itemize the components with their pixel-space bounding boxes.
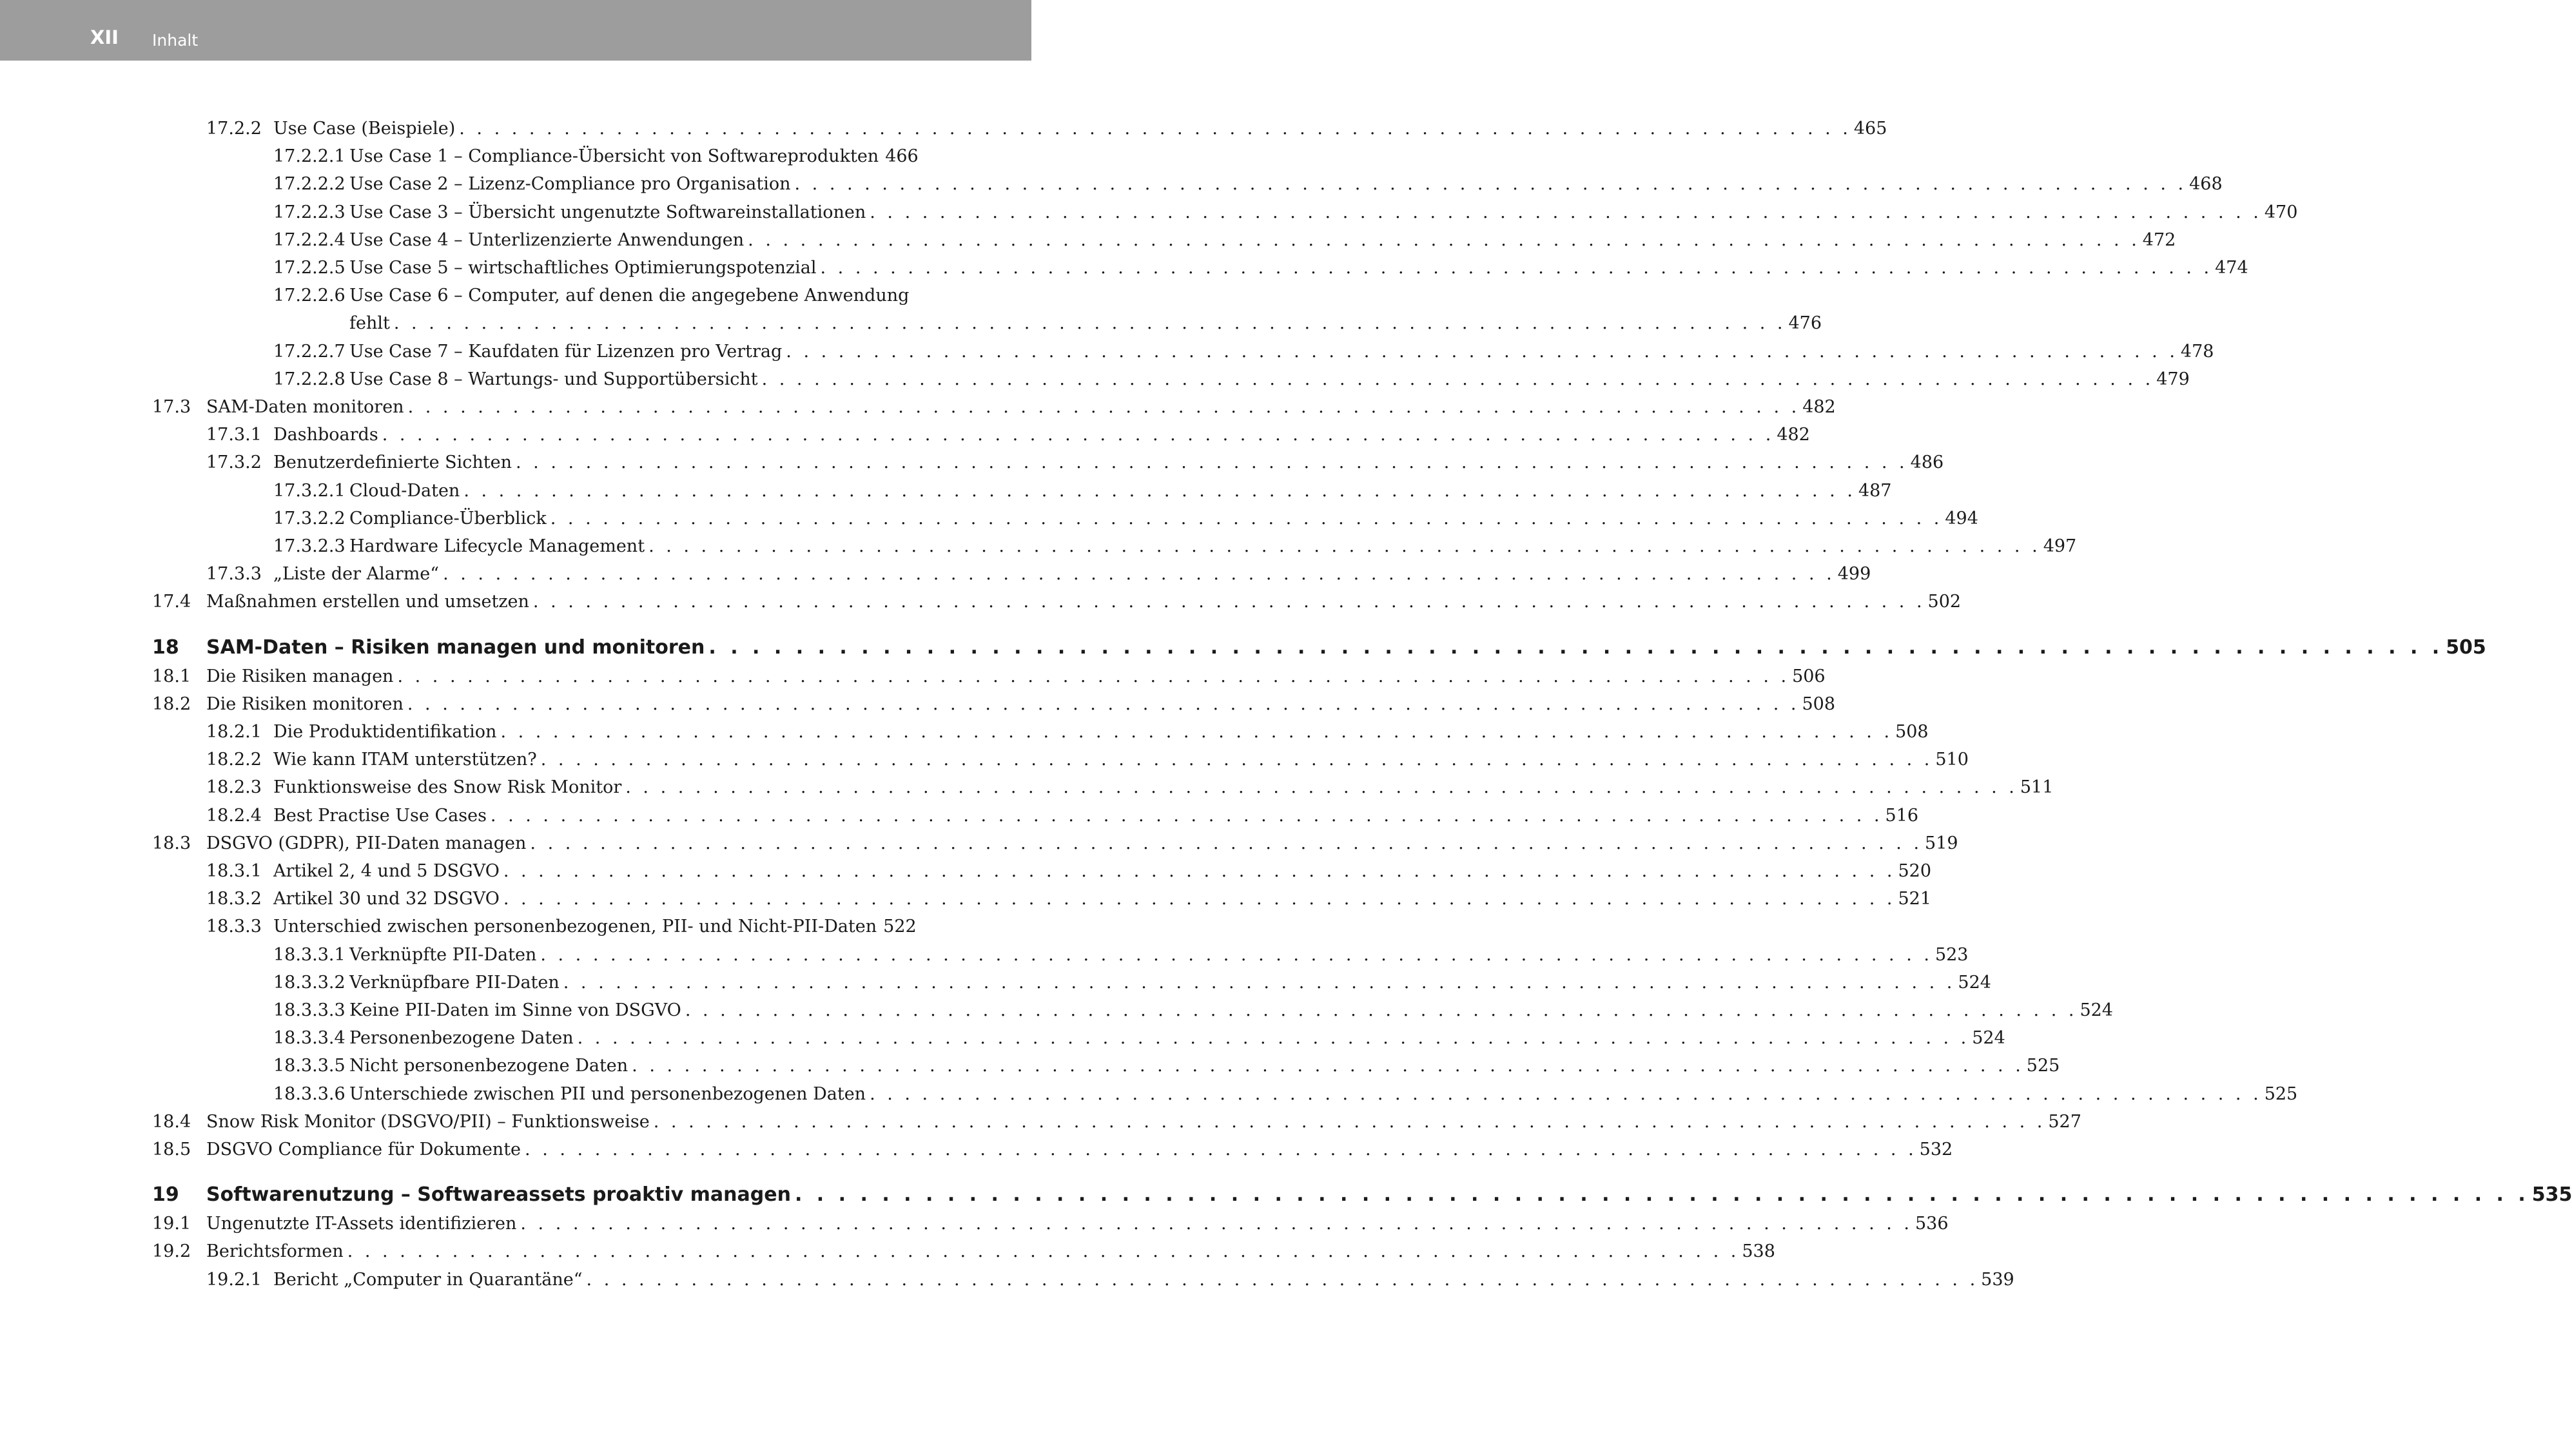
toc-entry[interactable] [0,1266,2014,1294]
toc-entry-title: Artikel 2, 4 und 5 DSGVO [273,861,500,881]
toc-entry-line [206,1136,1953,1163]
toc-entry-page: 520 [1898,861,1932,881]
toc-entry-line [206,663,1826,690]
toc-entry-page: 524 [2080,1000,2113,1020]
toc-entry[interactable] [0,718,1929,746]
toc-entry-line [273,773,2054,801]
toc-entry-number: 18.3 [152,833,191,853]
toc-entry-page: 474 [2215,258,2248,278]
toc-entry-line [273,802,1919,830]
toc-entry-page: 524 [1958,972,1991,993]
toc-entry-title: Verknüpfte PII-Daten [349,944,537,965]
toc-entry-page: 519 [1925,833,1958,853]
dot-leader: . . . . . . . . . . . . . . . . . . . . . . . . . . . . . . . . . . . . . . . . . . . . . . . . . . . . . . . . . . . . . . . . . . . . . . . . . . . . . . . . [443,564,1835,585]
toc-entry-line [349,996,2113,1024]
toc-entry-page: 525 [2264,1083,2298,1104]
toc-entry-line [206,393,1836,421]
toc-entry-title: DSGVO (GDPR), PII-Daten managen [206,833,527,853]
toc-entry-page: 511 [2020,777,2054,798]
toc-entry-number: 18.2.1 [206,722,262,742]
toc-entry-line [349,170,2223,198]
dot-leader: . . . . . . . . . . . . . . . . . . . . . . . . . . . . . . . . . . . . . . . . . . . . . . . . . . . . . . . . . . . . . . . . . . . . . . . . . . . . . . . . [632,1056,2024,1076]
toc-entry-number: 17.3.2.3 [273,536,346,556]
toc-entry-number: 18.3.3.6 [273,1083,346,1104]
toc-entry-number: 17.2.2.4 [273,229,346,250]
toc-entry-title: Ungenutzte IT-Assets identifizieren [206,1214,517,1234]
toc-entry-number: 19.2.1 [206,1269,262,1290]
toc-entry-page: 510 [1935,750,1969,770]
dot-leader: . . . . . . . . . . . . . . . . . . . . . . . . . . . . . . . . . . . . . . . . . . . . . . . . . . . . . . . . . . . . . . . . . . . . . . . . . . . . . . . . [786,341,2178,362]
toc-entry[interactable] [0,913,1031,940]
dot-leader: . . . . . . . . . . . . . . . . . . . . . . . . . . . . . . . . . . . . . . . . . . . . . . . . . . . . . . . . . . . . . . . . . . . . . . . . . . . . . . . . [870,202,2262,222]
toc-entry-title: Funktionsweise des Snow Risk Monitor [273,777,622,798]
dot-leader: . . . . . . . . . . . . . . . . . . . . . . . . . . . . . . . . . . . . . . . . . . . . . . . . . . . . . . . . . . . . . . . . . . . . . . . . . . . . . . . . [648,536,2041,556]
toc-entry-title: Dashboards [273,425,378,445]
toc-entry-line [206,830,1958,857]
dot-leader: . . . . . . . . . . . . . . . . . . . . . . . . . . . . . . . . . . . . . . . . . . . . . . . . . . . . . . . . . . . . . . . . . . . . . . . . . . . . . . . . [459,119,1851,139]
toc-entry-line [349,338,2214,365]
toc-entry[interactable] [0,773,2054,801]
toc-entry-page: 487 [1858,480,1892,501]
toc-entry-number: 19 [152,1183,179,1207]
toc-entry[interactable] [0,969,1991,996]
toc-entry-title: Snow Risk Monitor (DSGVO/PII) – Funktionsweise [206,1111,650,1132]
dot-leader: . . . . . . . . . . . . . . . . . . . . . . . . . . . . . . . . . . . . . . . . . . . . . . . . . . . . . . . . . . . . . . . . . . . . . . . . . . . . . . . . [393,313,1786,334]
toc-entry[interactable] [0,170,2223,198]
toc-entry-line [349,282,909,309]
toc-entry-title: Wie kann ITAM unterstützen? [273,750,537,770]
toc-entry-page: 539 [1981,1269,2014,1290]
toc-entry-title: fehlt [349,313,390,334]
dot-leader: . . . . . . . . . . . . . . . . . . . . . . . . . . . . . . . . . . . . . . . . . . . . . . . . . . . . . . . . . . . . . . . . . . . . . . . . . . . . . . . . [653,1111,2046,1132]
toc-entry[interactable] [0,393,1836,421]
toc-entry-number: 17.2.2.6 [273,286,346,306]
toc-entry[interactable] [0,941,1969,969]
toc-entry[interactable] [0,1238,1775,1265]
toc-entry-line [273,115,1887,142]
dot-leader: . . . . . . . . . . . . . . . . . . . . . . . . . . . . . . . . . . . . . . . . . . . . . . . . . . . . . . . . . . . . . . . . . . . . . . . . . . . . . . . . [761,369,2154,389]
toc-entry-number: 18.3.3.3 [273,1000,346,1020]
toc-entry-page: 532 [1919,1140,1953,1160]
dot-leader: . . . . . . . . . . . . . . . . . . . . . . . . . . . . . . . . . . . . . . . . . . . . . . . . . . . . . . . . . . . . . . . . . . . . . . . . . . . . . . . . [530,833,1923,853]
toc-entry-number: 17.4 [152,592,191,612]
toc-entry[interactable] [0,142,1031,170]
toc-entry-title: „Liste der Alarme“ [273,564,440,585]
toc-entry-number: 17.3.2.2 [273,508,346,529]
toc-entry[interactable] [0,996,2113,1024]
toc-entry-line [206,588,1962,616]
toc-entry-number: 17.2.2.1 [273,146,346,167]
toc-entry-page: 523 [1934,944,1969,965]
toc-entry-number: 17.2.2 [206,119,262,139]
dot-leader: . . . . . . . . . . . . . . . . . . . . . . . . . . . . . . . . . . . . . . . . . . . . . . . . . . . . . . . . . . . . . . . . . . . . . . . . . . . . . . . . [577,1028,1970,1049]
toc-entry[interactable] [0,1080,2298,1108]
toc-entry-page: 476 [1788,313,1822,334]
toc-entry[interactable] [0,560,1871,588]
toc-entry-page: 468 [2189,174,2223,195]
toc-entry-number: 17.3.3 [206,564,262,585]
dot-leader: . . . . . . . . . . . . . . . . . . . . . . . . . . . . . . . . . . . . . . . . . . . . . . . . . . . . . . . . . . . . . . . . . . . . . . . . . . . . . . . . [407,397,1800,417]
toc-entry-number: 17.2.2.5 [273,258,346,278]
toc-entry-number: 18.2.2 [206,750,262,770]
toc-entry-number: 17.2.2.7 [273,341,346,362]
dot-leader: . . . . . . . . . . . . . . . . . . . . . . . . . . . . . . . . . . . . . . . . . . . . . . . . . . . . . . . . . . . . . . . . . . . . . . . . . . . . . . . . [500,722,1893,742]
toc-entry-number: 18.3.3.2 [273,972,346,993]
toc-entry-page: 525 [2026,1056,2060,1076]
toc-entry-line [349,254,2248,282]
toc-entry-number: 18 [152,636,179,659]
toc-entry-page: 466 [885,146,919,167]
dot-leader: . . . . . . . . . . . . . . . . . . . . . . . . . . . . . . . . . . . . . . . . . . . . . . . . . . . . . . . . . . . . . . . . . . . . . . . . . . . . . . . . [532,592,1925,612]
dot-leader: . . . . . . . . . . . . . . . . . . . . . . . . . . . . . . . . . . . . . . . . . . . . . . . . . . . . . . . . . . . . . . . . . . . . . . . . . . . . . . . . [748,229,2140,250]
toc-entry[interactable] [0,199,2298,226]
toc-entry-number: 18.3.3.4 [273,1028,346,1049]
toc-entry-page: 535 [2531,1183,2572,1207]
toc-entry-number: 19.2 [152,1241,191,1262]
toc-entry-page: 536 [1914,1214,1949,1234]
toc-entry-title: Cloud-Daten [349,480,460,501]
toc-entry-title: Unterschied zwischen personenbezogenen, PII- und Nicht-PII-Daten [273,917,877,937]
toc-entry-page: 524 [1972,1028,2005,1049]
toc-entry[interactable] [0,532,2077,560]
toc-entry-number: 18.4 [152,1111,191,1132]
toc-entry-number: 17.2.2.2 [273,174,346,195]
toc-entry-title: Use Case 3 – Übersicht ungenutzte Softwareinstallationen [349,202,866,222]
toc-entry-line [349,226,2176,254]
dot-leader: . . . . . . . . . . . . . . . . . . . . . . . . . . . . . . . . . . . . . . . . . . . . . . . . . . . . . . . . . . . . . . . . . . . . . . . . . . . . . . . . [463,480,1856,501]
toc-entry-page: 486 [1910,452,1944,473]
toc-entry-line [206,1238,1775,1265]
toc-entry-page: 499 [1837,564,1871,585]
dot-leader: . . . . . . . . . . . . . . . . . . . . . . . . . . . . . . . . . . . . . . . . . . . . . . . . . . . . . . . . . . . . . . . . . . . . . . . . . . . . . . . . [794,1183,2529,1207]
toc-entry-title: Use Case (Beispiele) [273,119,456,139]
toc-entry-title: Die Produktidentifikation [273,722,497,742]
toc-entry-line [349,1024,2005,1052]
toc-entry-title: SAM-Daten – Risiken managen und monitoren [206,636,705,659]
toc-entry[interactable] [0,115,1887,142]
toc-entry-line [273,885,1932,913]
toc-entry-page: 538 [1742,1241,1775,1262]
toc-entry[interactable] [0,802,1919,830]
toc-entry-line [206,1108,2081,1136]
toc-entry-number: 17.3 [152,397,191,417]
toc-entry[interactable] [0,1210,1949,1238]
toc-entry-line [273,421,1810,449]
toc-entry-number: 19.1 [152,1214,191,1234]
toc-entry-line [273,449,1944,476]
toc-entry[interactable] [0,505,1978,532]
toc-entry-number: 18.2.4 [206,805,262,826]
toc-entry-line [206,1180,2572,1210]
dot-leader: . . . . . . . . . . . . . . . . . . . . . . . . . . . . . . . . . . . . . . . . . . . . . . . . . . . . . . . . . . . . . . . . . . . . . . . . . . . . . . . . [347,1241,1740,1262]
toc-entry-line [273,1266,2014,1294]
dot-leader: . . . . . . . . . . . . . . . . . . . . . . . . . . . . . . . . . . . . . . . . . . . . . . . . . . . . . . . . . . . . . . . . . . . . . . . . . . . . . . . . [563,972,1956,993]
toc-entry-title: SAM-Daten monitoren [206,397,404,417]
toc-entry-title: Use Case 1 – Compliance-Übersicht von Softwareprodukten [349,146,879,167]
toc-entry[interactable] [0,449,1944,476]
toc-entry-number: 18.5 [152,1140,191,1160]
toc-entry-line [273,746,1969,773]
dot-leader: . . . . . . . . . . . . . . . . . . . . . . . . . . . . . . . . . . . . . . . . . . . . . . . . . . . . . . . . . . . . . . . . . . . . . . . . . . . . . . . . [407,694,1800,714]
toc-entry-line [349,1080,2298,1108]
toc-entry[interactable] [0,477,1892,505]
toc-entry-title: Nicht personenbezogene Daten [349,1056,628,1076]
toc-entry-number: 18.2 [152,694,191,714]
toc-entry-title: Personenbezogene Daten [349,1028,574,1049]
page-header [0,0,1031,61]
toc-entry-title: DSGVO Compliance für Dokumente [206,1140,521,1160]
toc-entry-page: 465 [1853,119,1887,139]
toc-entry[interactable] [0,254,2248,282]
toc-entry-line [349,532,2077,560]
toc-entry-page: 527 [2048,1111,2081,1132]
toc-entry-page: 482 [1777,425,1810,445]
dot-leader: . . . . . . . . . . . . . . . . . . . . . . . . . . . . . . . . . . . . . . . . . . . . . . . . . . . . . . . . . . . . . . . . . . . . . . . . . . . . . . . . [586,1269,1979,1290]
toc-entry-line [349,505,1978,532]
toc-entry[interactable] [0,885,1932,913]
toc-entry-title: Use Case 2 – Lizenz-Compliance pro Organisation [349,174,791,195]
dot-leader: . . . . . . . . . . . . . . . . . . . . . . . . . . . . . . . . . . . . . . . . . . . . . . . . . . . . . . . . . . . . . . . . . . . . . . . . . . . . . . . . [550,508,1943,529]
toc-entry[interactable] [0,690,1836,718]
toc-entry-number: 17.3.2 [206,452,262,473]
toc-entry-title: Use Case 4 – Unterlizenzierte Anwendungen [349,229,745,250]
dot-leader: . . . . . . . . . . . . . . . . . . . . . . . . . . . . . . . . . . . . . . . . . . . . . . . . . . . . . . . . . . . . . . . . . . . . . . . . . . . . . . . . [820,258,2213,278]
toc-entry-title: Use Case 5 – wirtschaftliches Optimierungspotenzial [349,258,817,278]
dot-leader: . . . . . . . . . . . . . . . . . . . . . . . . . . . . . . . . . . . . . . . . . . . . . . . . . . . . . . . . . . . . . . . . . . . . . . . . . . . . . . . . [397,666,1790,686]
toc-entry-number: 17.2.2.8 [273,369,346,389]
toc-entry-number: 18.3.2 [206,889,262,909]
dot-leader: . . . . . . . . . . . . . . . . . . . . . . . . . . . . . . . . . . . . . . . . . . . . . . . . . . . . . . . . . . . . . . . . . . . . . . . . . . . . . . . . [625,777,2018,798]
toc-entry-page: 470 [2264,202,2298,222]
toc-entry-number: 18.3.3 [206,917,262,937]
toc-entry-title: Best Practise Use Cases [273,805,487,826]
toc-entry-number: 18.1 [152,666,191,686]
toc-entry-line [273,857,1932,885]
toc-entry-number: 17.3.1 [206,425,262,445]
toc-entry-page: 482 [1802,397,1836,417]
toc-entry-title: Verknüpfbare PII-Daten [349,972,560,993]
toc-entry-title: Die Risiken monitoren [206,694,404,714]
toc-entry-line [206,633,2486,663]
toc-chapter[interactable] [0,1180,2572,1210]
page-number: XII [90,26,119,48]
toc-entry-page: 472 [2142,229,2176,250]
toc-entry-title: Compliance-Überblick [349,508,547,529]
toc-entry-line [349,365,2190,393]
toc-entry-line [206,690,1836,718]
toc-entry[interactable] [0,588,1962,616]
toc-entry[interactable] [0,1052,2060,1080]
dot-leader: . . . . . . . . . . . . . . . . . . . . . . . . . . . . . . . . . . . . . . . . . . . . . . . . . . . . . . . . . . . . . . . . . . . . . . . . . . . . . . . . [503,861,1896,881]
toc-entry-title: Use Case 6 – Computer, auf denen die angegebene Anwendung [349,286,910,306]
running-title: Inhalt [152,31,199,50]
toc-entry-title: Maßnahmen erstellen und umsetzen [206,592,529,612]
dot-leader: . . . . . . . . . . . . . . . . . . . . . . . . . . . . . . . . . . . . . . . . . . . . . . . . . . . . . . . . . . . . . . . . . . . . . . . . . . . . . . . . [503,889,1896,909]
toc-entry[interactable] [0,282,1031,309]
toc-entry-title: Bericht „Computer in Quarantäne“ [273,1269,583,1290]
toc-entry-page: 502 [1927,592,1962,612]
toc-entry[interactable] [0,830,1958,857]
toc-entry[interactable] [0,1024,2005,1052]
toc-entry-number: 18.3.1 [206,861,262,881]
toc-entry-page: 494 [1945,508,1978,529]
toc-entry-page: 505 [2446,636,2486,659]
dot-leader: . . . . . . . . . . . . . . . . . . . . . . . . . . . . . . . . . . . . . . . . . . . . . . . . . . . . . . . . . . . . . . . . . . . . . . . . . . . . . . . . [794,174,2187,195]
toc-entry-line [349,969,1991,996]
dot-leader: . . . . . . . . . . . . . . . . . . . . . . . . . . . . . . . . . . . . . . . . . . . . . . . . . . . . . . . . . . . . . . . . . . . . . . . . . . . . . . . . [708,636,2444,659]
toc-entry-title: Keine PII-Daten im Sinne von DSGVO [349,1000,681,1020]
toc-entry-number: 18.3.3.1 [273,944,346,965]
toc-entry-number: 18.3.3.5 [273,1056,346,1076]
toc-entry[interactable] [0,421,1810,449]
toc-entry-title: Unterschiede zwischen PII und personenbezogenen Daten [349,1083,866,1104]
toc-entry-line [349,142,919,170]
dot-leader: . . . . . . . . . . . . . . . . . . . . . . . . . . . . . . . . . . . . . . . . . . . . . . . . . . . . . . . . . . . . . . . . . . . . . . . . . . . . . . . . [520,1214,1913,1234]
toc-entry-title: Artikel 30 und 32 DSGVO [273,889,500,909]
toc-entry-line [273,560,1871,588]
dot-leader: . . . . . . . . . . . . . . . . . . . . . . . . . . . . . . . . . . . . . . . . . . . . . . . . . . . . . . . . . . . . . . . . . . . . . . . . . . . . . . . . [525,1140,1917,1160]
dot-leader: . . . . . . . . . . . . . . . . . . . . . . . . . . . . . . . . . . . . . . . . . . . . . . . . . . . . . . . . . . . . . . . . . . . . . . . . . . . . . . . . [870,1083,2262,1104]
toc-entry[interactable] [0,226,2176,254]
toc-entry-title: Benutzerdefinierte Sichten [273,452,512,473]
toc-entry[interactable] [0,1136,1953,1163]
toc-entry[interactable] [0,1108,2081,1136]
dot-leader: . . . . . . . . . . . . . . . . . . . . . . . . . . . . . . . . . . . . . . . . . . . . . . . . . . . . . . . . . . . . . . . . . . . . . . . . . . . . . . . . [382,425,1775,445]
dot-leader: . . . . . . . . . . . . . . . . . . . . . . . . . . . . . . . . . . . . . . . . . . . . . . . . . . . . . . . . . . . . . . . . . . . . . . . . . . . . . . . . [685,1000,2078,1020]
toc-entry-page: 478 [2180,341,2214,362]
toc-entry-title: Use Case 7 – Kaufdaten für Lizenzen pro Vertrag [349,341,783,362]
dot-leader: . . . . . . . . . . . . . . . . . . . . . . . . . . . . . . . . . . . . . . . . . . . . . . . . . . . . . . . . . . . . . . . . . . . . . . . . . . . . . . . . [540,750,1933,770]
toc-entry[interactable] [0,746,1969,773]
toc-entry-page: 506 [1792,666,1826,686]
toc-entry-continuation[interactable] [0,309,1822,337]
toc-entry-line [349,941,1969,969]
toc-entry-title: Die Risiken managen [206,666,394,686]
toc-entry[interactable] [0,365,2190,393]
toc-entry-line [349,199,2298,226]
toc-entry-line [206,1210,1949,1238]
toc-entry[interactable] [0,663,1826,690]
dot-leader: . . . . . . . . . . . . . . . . . . . . . . . . . . . . . . . . . . . . . . . . . . . . . . . . . . . . . . . . . . . . . . . . . . . . . . . . . . . . . . . . [490,805,1883,826]
toc-entry-page: 522 [883,917,917,937]
toc-entry-number: 17.3.2.1 [273,480,346,501]
toc-entry-page: 521 [1898,889,1932,909]
toc-entry-page: 508 [1895,722,1929,742]
toc-entry-number: 18.2.3 [206,777,262,798]
dot-leader: . . . . . . . . . . . . . . . . . . . . . . . . . . . . . . . . . . . . . . . . . . . . . . . . . . . . . . . . . . . . . . . . . . . . . . . . . . . . . . . . [516,452,1908,473]
toc-entry-line [349,309,1822,337]
toc-entry-page: 479 [2156,369,2190,389]
toc-entry-line [349,1052,2060,1080]
toc-entry-line [349,477,1892,505]
dot-leader: . . . . . . . . . . . . . . . . . . . . . . . . . . . . . . . . . . . . . . . . . . . . . . . . . . . . . . . . . . . . . . . . . . . . . . . . . . . . . . . . [540,944,1933,965]
toc-entry-page: 516 [1885,805,1919,826]
toc-entry-title: Softwarenutzung – Softwareassets proaktiv managen [206,1183,791,1207]
toc-entry-page: 497 [2043,536,2077,556]
toc-entry-number: 17.2.2.3 [273,202,346,222]
toc-entry-title: Use Case 8 – Wartungs- und Supportübersicht [349,369,758,389]
toc-entry-line [273,913,917,940]
toc-entry-title: Hardware Lifecycle Management [349,536,645,556]
toc-entry[interactable] [0,338,2214,365]
toc-entry[interactable] [0,857,1932,885]
toc-entry-line [273,718,1929,746]
toc-entry-title: Berichtsformen [206,1241,344,1262]
toc-chapter[interactable] [0,633,2486,663]
toc-entry-page: 508 [1802,694,1836,714]
